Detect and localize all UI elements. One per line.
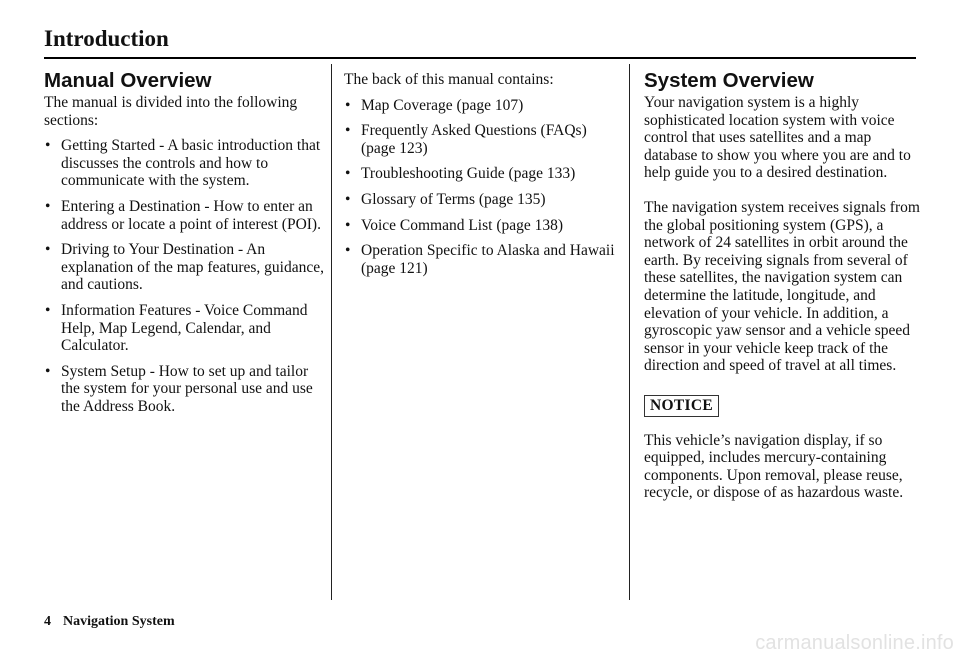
list-item: • Troubleshooting Guide (page 133) <box>345 165 576 183</box>
column-divider-right <box>629 64 630 600</box>
bullet-icon: • <box>345 216 351 234</box>
list-item: • Glossary of Terms (page 135) <box>345 190 546 208</box>
list-item: • Entering a Destination - How to enter an address or locate a point of interest (POI). <box>45 197 321 233</box>
bullet-icon: • <box>345 96 351 114</box>
back-of-manual-intro: The back of this manual contains: <box>344 71 554 88</box>
list-item: • Information Features - Voice Command Help, Map Legend, Calendar, and Calculator. <box>45 301 308 355</box>
back-of-manual-column <box>344 66 622 285</box>
manual-sections-list <box>44 137 329 415</box>
system-overview-paragraph-2: The navigation system receives signals from the global positioning system (GPS), a network of 24 satellites in orbit around the earth. By receiving signals from several of these satellites, the navigation system can determine the latitude, longitude, and elevation of your vehicle. In addition, a gyroscopic yaw sensor and a vehicle speed sensor in your vehicle keep track of the direction and speed of travel at all times. <box>644 198 920 375</box>
footer-title: Navigation System <box>63 614 175 629</box>
notice-label: NOTICE <box>644 395 719 417</box>
list-item: • Getting Started - A basic introduction that discusses the controls and how to communicate with the system. <box>45 137 321 190</box>
bullet-icon: • <box>45 362 51 380</box>
list-item: • System Setup - How to set up and tailor the system for your personal use and use the Address Book. <box>45 362 313 415</box>
list-item: • Map Coverage (page 107) <box>345 96 524 114</box>
system-overview-column <box>644 66 924 519</box>
manual-overview-heading: Manual Overview <box>44 69 212 92</box>
bullet-icon: • <box>345 242 351 260</box>
system-overview-heading: System Overview <box>644 69 814 92</box>
back-of-manual-list <box>344 97 622 278</box>
title-divider <box>44 57 916 59</box>
page-footer <box>44 614 175 630</box>
bullet-icon: • <box>45 137 51 155</box>
bullet-icon: • <box>45 197 51 215</box>
notice-text: This vehicle’s navigation display, if so equipped, includes mercury-containing components. Upon removal, please reuse, recycle, or dispose of as hazardous waste. <box>644 431 904 502</box>
bullet-icon: • <box>345 122 351 140</box>
bullet-icon: • <box>45 241 51 259</box>
list-item: • Voice Command List (page 138) <box>345 216 564 234</box>
system-overview-paragraph-1: Your navigation system is a highly sophisticated location system with voice control that uses satellites and a map database to show you where you are and to help guide you to a desired destination. <box>644 94 911 182</box>
list-item: • Driving to Your Destination - An explanation of the map features, guidance, and cautions. <box>45 241 324 294</box>
bullet-icon: • <box>45 301 51 319</box>
watermark: carmanualsonline.info <box>755 632 954 654</box>
list-item: • Frequently Asked Questions (FAQs) (page 123) <box>345 122 587 157</box>
manual-overview-column <box>44 66 329 424</box>
manual-overview-intro: The manual is divided into the following sections: <box>44 94 298 129</box>
bullet-icon: • <box>345 190 351 208</box>
list-item: • Operation Specific to Alaska and Hawaii (page 121) <box>345 242 615 277</box>
column-divider-left <box>331 64 332 600</box>
bullet-icon: • <box>345 165 351 183</box>
page-title: Introduction <box>44 26 169 51</box>
page-number: 4 <box>44 614 51 629</box>
